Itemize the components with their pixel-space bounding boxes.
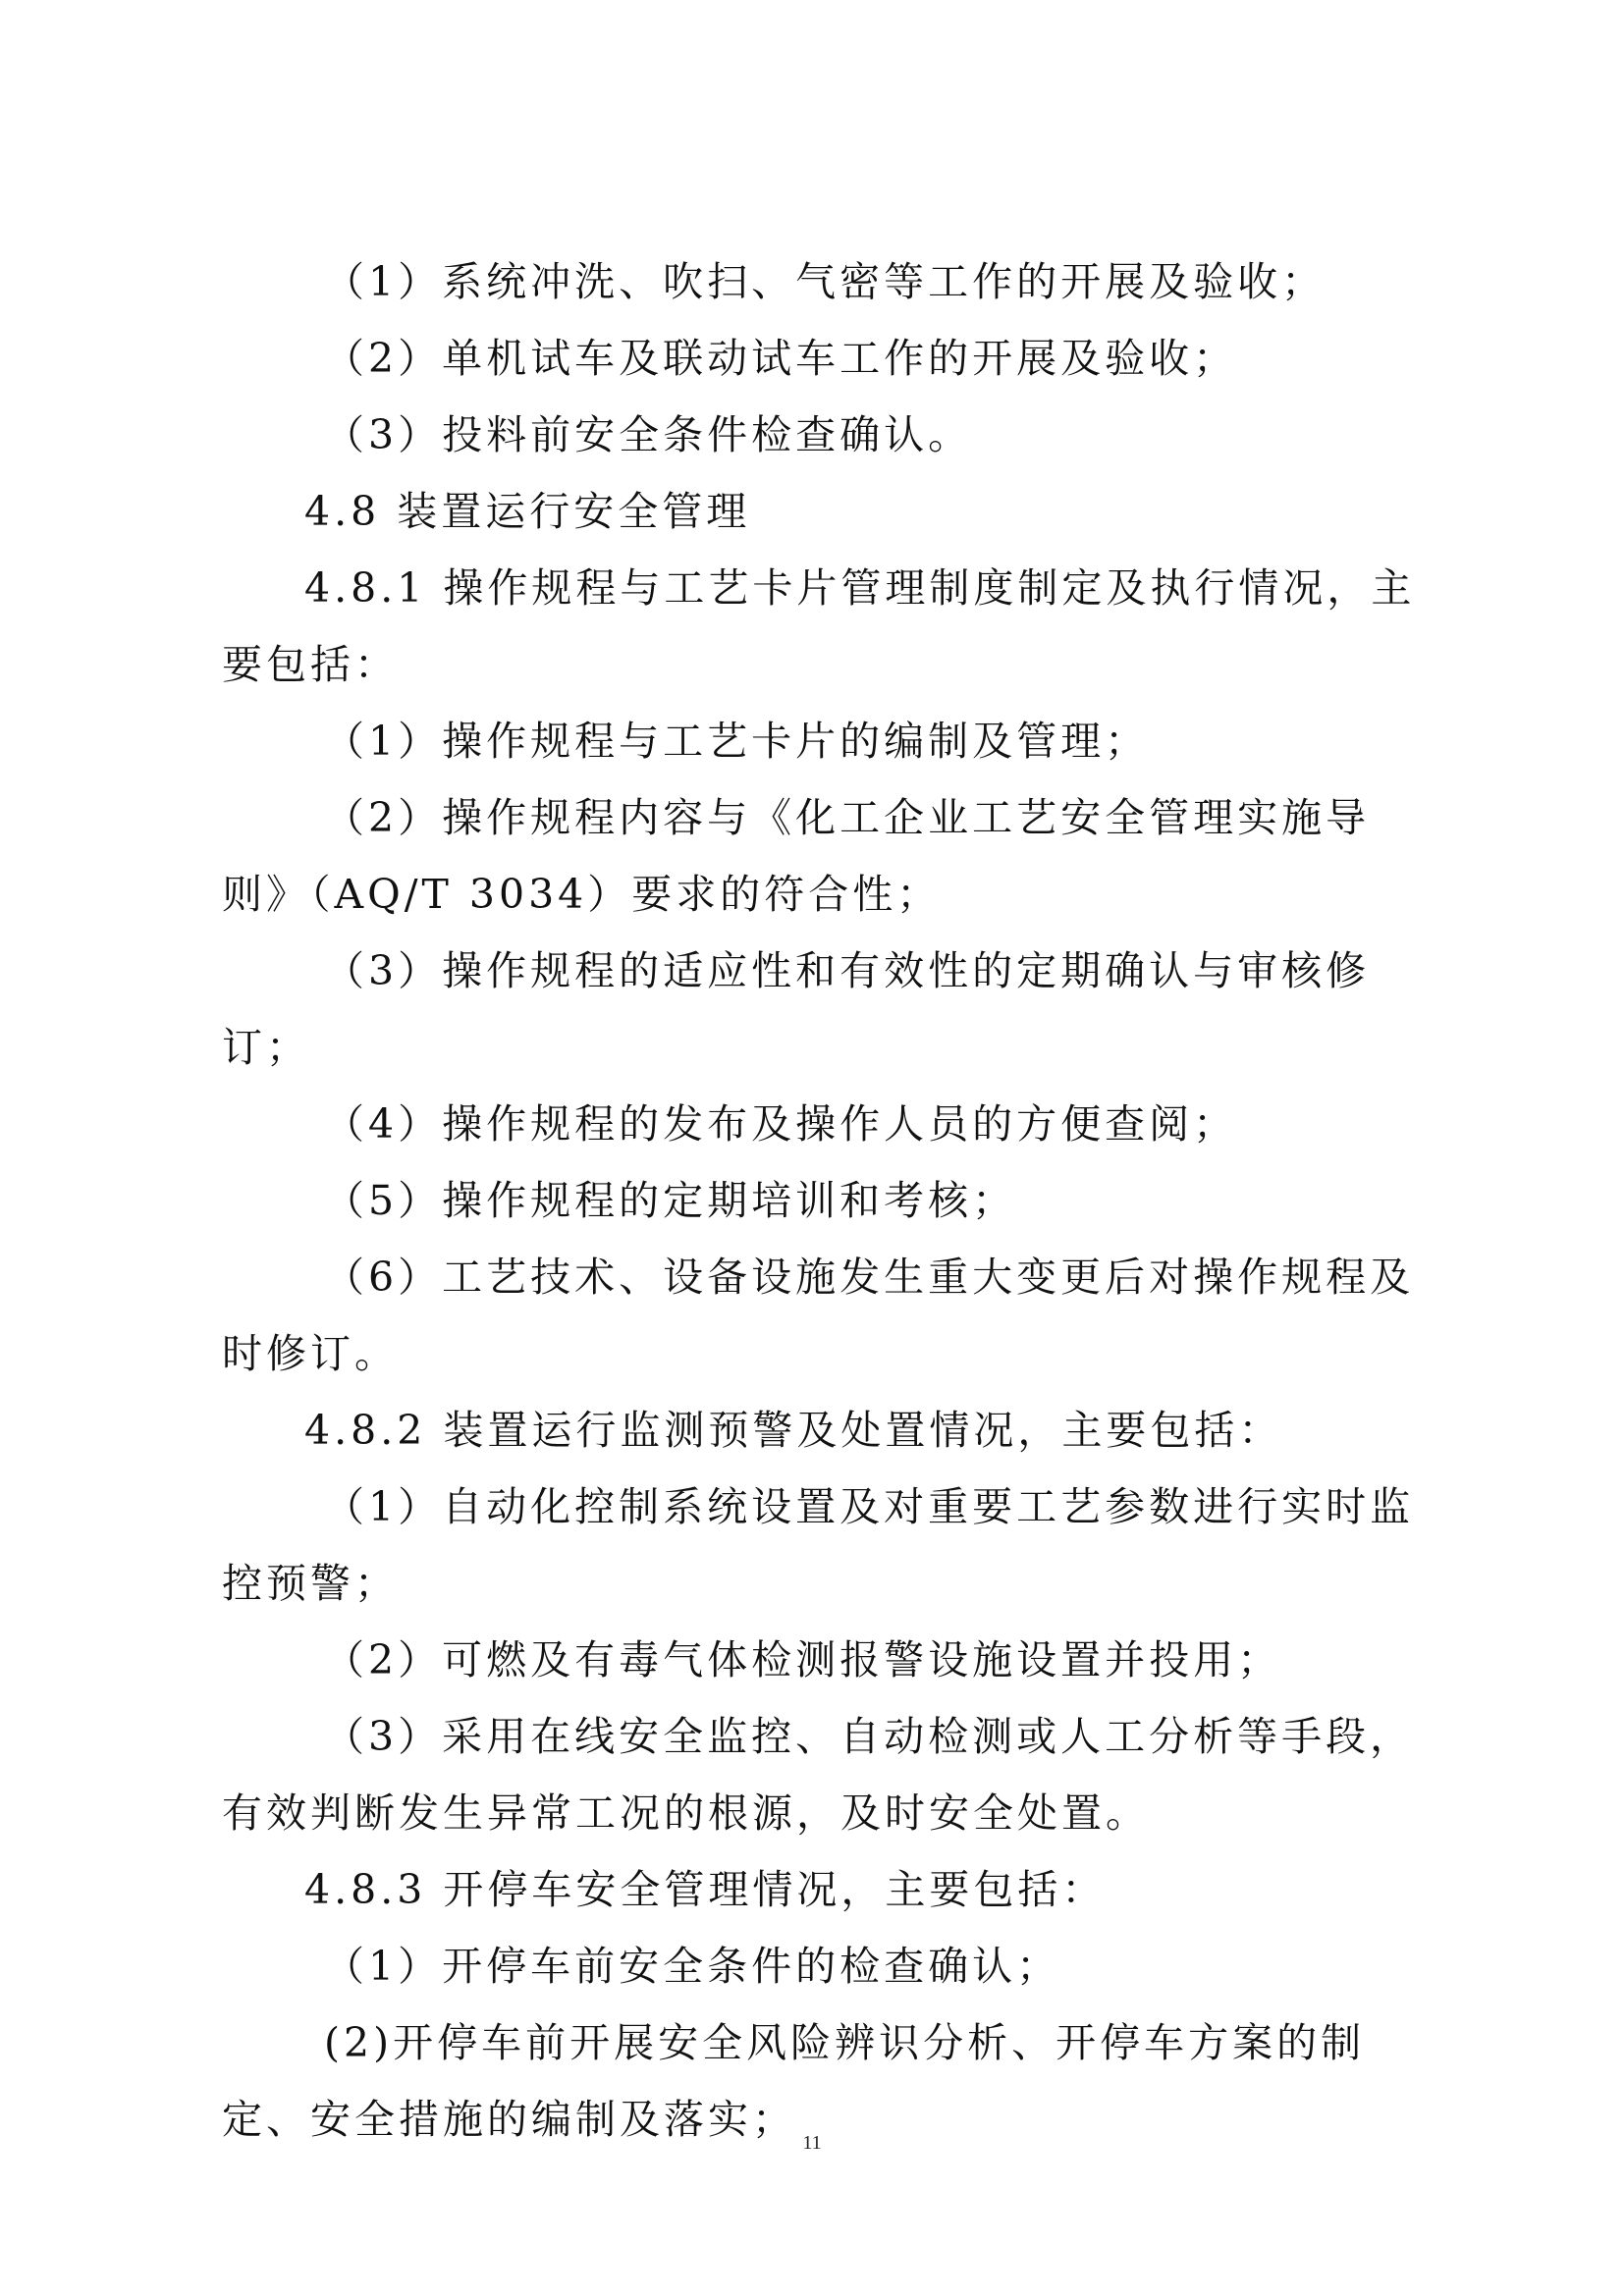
- list-item: （5）操作规程的定期培训和考核；: [324, 1177, 1017, 1224]
- page-body: [222, 243, 1420, 2158]
- list-item: （2）可燃及有毒气体检测报警设施设置并投用；: [324, 1636, 1282, 1683]
- subsection-paragraph: 4.8.2 装置运行监测预警及处置情况，主要包括：: [304, 1407, 1283, 1454]
- list-item: （3）采用在线安全监控、自动检测或人工分析等手段，有效判断发生异常工况的根源，及时安全处置。: [222, 1713, 1415, 1837]
- list-item: （1）开停车前安全条件的检查确认；: [324, 1943, 1061, 1990]
- list-item: （1）系统冲洗、吹扫、气密等工作的开展及验收；: [324, 258, 1326, 305]
- list-item: （1）自动化控制系统设置及对重要工艺参数进行实时监控预警；: [222, 1483, 1415, 1607]
- subsection-paragraph: 4.8.3 开停车安全管理情况，主要包括：: [304, 1866, 1107, 1913]
- list-item: （2）单机试车及联动试车工作的开展及验收；: [324, 335, 1238, 382]
- list-item: (2)开停车前开展安全风险辨识分析、开停车方案的制定、安全措施的编制及落实；: [222, 2019, 1366, 2143]
- list-item: （6）工艺技术、设备设施发生重大变更后对操作规程及时修订。: [222, 1254, 1415, 1377]
- list-item: （1）操作规程与工艺卡片的编制及管理；: [324, 718, 1150, 765]
- list-item: （4）操作规程的发布及操作人员的方便查阅；: [324, 1100, 1238, 1148]
- section-heading: 4.8 装置运行安全管理: [304, 488, 751, 535]
- page-number: 11: [802, 2132, 822, 2154]
- subsection-paragraph: 4.8.1 操作规程与工艺卡片管理制度制定及执行情况，主要包括：: [222, 564, 1416, 688]
- list-item: （3）操作规程的适应性和有效性的定期确认与审核修订；: [222, 947, 1371, 1071]
- list-item: （3）投料前安全条件检查确认。: [324, 411, 973, 458]
- list-item: （2）操作规程内容与《化工企业工艺安全管理实施导则》（AQ/T 3034）要求的符合性；: [222, 794, 1371, 918]
